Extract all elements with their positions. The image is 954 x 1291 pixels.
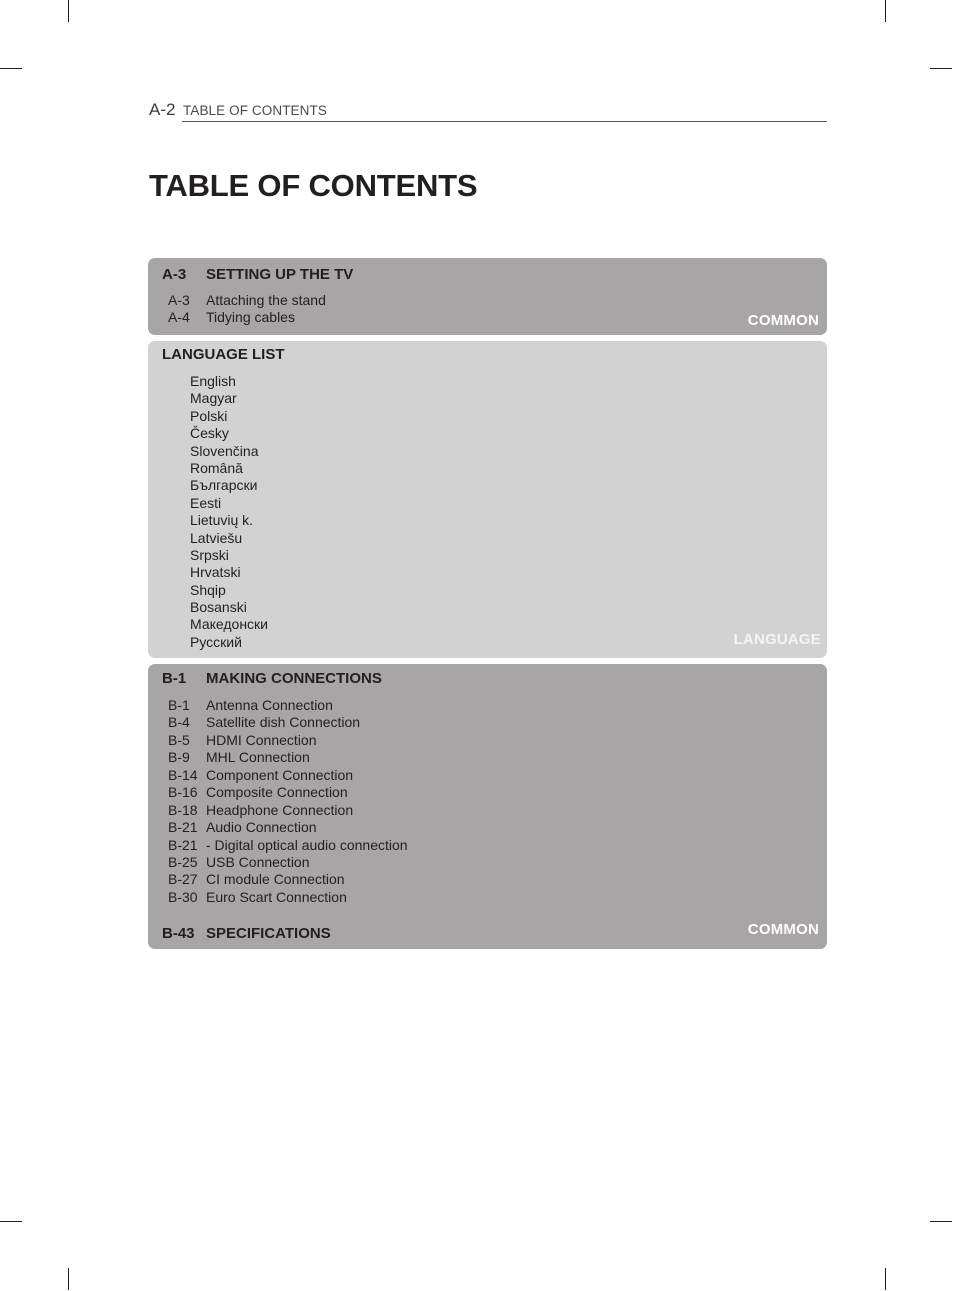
entry-label: - Digital optical audio connection xyxy=(206,836,408,853)
entry-label: Satellite dish Connection xyxy=(206,714,361,731)
crop-mark xyxy=(885,1268,886,1290)
crop-mark xyxy=(68,0,69,22)
toc-entry[interactable] xyxy=(168,749,408,766)
toc-entry[interactable] xyxy=(168,871,408,888)
section-heading[interactable] xyxy=(162,670,382,687)
section-page: B-1 xyxy=(162,670,187,687)
crop-mark xyxy=(930,1221,952,1222)
language-item[interactable]: Hrvatski xyxy=(190,564,241,581)
crop-mark xyxy=(0,1221,22,1222)
language-item[interactable]: Česky xyxy=(190,425,229,442)
entry-page: B-16 xyxy=(168,784,198,801)
entry-page: B-14 xyxy=(168,766,198,783)
section-page: B-43 xyxy=(162,925,195,942)
toc-entry[interactable] xyxy=(168,309,326,326)
section-heading[interactable]: LANGUAGE LIST xyxy=(162,346,285,363)
language-item[interactable]: Bosanski xyxy=(190,599,247,616)
entry-page: B-30 xyxy=(168,888,198,905)
toc-entry[interactable] xyxy=(168,854,408,871)
section-tag: LANGUAGE xyxy=(733,631,821,648)
section-setting-up xyxy=(148,258,827,335)
section-language-list xyxy=(148,341,827,658)
page-title: TABLE OF CONTENTS xyxy=(149,168,478,203)
entry-label: Headphone Connection xyxy=(206,801,354,818)
entry-label: Component Connection xyxy=(206,766,354,783)
entry-label: HDMI Connection xyxy=(206,731,317,748)
entry-page: A-3 xyxy=(168,292,190,308)
entry-page: B-18 xyxy=(168,801,198,818)
section-tag: COMMON xyxy=(747,312,819,329)
crop-mark xyxy=(885,0,886,22)
entry-label: CI module Connection xyxy=(206,871,345,888)
language-item[interactable]: Latviešu xyxy=(190,529,243,546)
language-item[interactable]: Română xyxy=(190,459,243,476)
toc-entry[interactable] xyxy=(168,784,408,801)
language-item[interactable]: Eesti xyxy=(190,494,222,511)
entry-label: Antenna Connection xyxy=(206,697,333,713)
toc-list xyxy=(168,292,326,327)
toc-entry[interactable] xyxy=(168,292,326,309)
page-number: A-2 xyxy=(149,100,176,119)
running-header xyxy=(149,100,827,122)
section-title: SETTING UP THE TV xyxy=(206,266,354,283)
toc-entry[interactable] xyxy=(168,732,408,749)
entry-label: Attaching the stand xyxy=(206,292,326,308)
entry-page: B-9 xyxy=(168,749,190,766)
section-heading-specifications[interactable] xyxy=(162,925,331,942)
entry-page: B-25 xyxy=(168,853,198,870)
toc-list xyxy=(168,697,408,906)
language-item[interactable]: Srpski xyxy=(190,546,229,563)
crop-mark xyxy=(0,68,22,69)
entry-page: A-4 xyxy=(168,309,190,326)
entry-label: USB Connection xyxy=(206,853,310,870)
language-item[interactable]: Shqip xyxy=(190,581,226,598)
section-page: A-3 xyxy=(162,266,187,283)
section-making-connections xyxy=(148,664,827,949)
header-rule xyxy=(182,121,827,122)
language-item[interactable]: Magyar xyxy=(190,390,237,407)
language-item[interactable]: Lietuvių k. xyxy=(190,512,254,529)
toc-entry[interactable] xyxy=(168,802,408,819)
entry-page: B-27 xyxy=(168,871,198,888)
section-tag: COMMON xyxy=(747,921,819,938)
entry-label: Tidying cables xyxy=(206,309,295,326)
entry-page: B-21 xyxy=(168,819,198,836)
toc-entry[interactable] xyxy=(168,819,408,836)
entry-page: B-5 xyxy=(168,731,190,748)
toc-entry[interactable] xyxy=(168,714,408,731)
toc-entry[interactable] xyxy=(168,837,408,854)
language-item[interactable]: Български xyxy=(190,477,258,494)
entry-label: Audio Connection xyxy=(206,819,317,836)
language-item[interactable]: Македонски xyxy=(190,616,268,633)
language-item[interactable]: Polski xyxy=(190,407,228,424)
entry-label: MHL Connection xyxy=(206,749,310,766)
toc-entry[interactable] xyxy=(168,889,408,906)
language-item[interactable]: Slovenčina xyxy=(190,442,259,459)
crop-mark xyxy=(930,68,952,69)
entry-page: B-1 xyxy=(168,697,190,713)
toc-entry[interactable] xyxy=(168,767,408,784)
section-heading[interactable] xyxy=(162,266,353,283)
language-list xyxy=(190,373,268,651)
running-header-title: TABLE OF CONTENTS xyxy=(183,103,327,118)
language-item[interactable]: Русский xyxy=(190,633,242,650)
crop-mark xyxy=(68,1268,69,1290)
section-title: SPECIFICATIONS xyxy=(206,925,331,942)
entry-label: Euro Scart Connection xyxy=(206,888,347,905)
language-item[interactable]: English xyxy=(190,373,236,389)
entry-label: Composite Connection xyxy=(206,784,348,801)
entry-page: B-21 xyxy=(168,836,198,853)
section-title: MAKING CONNECTIONS xyxy=(206,670,382,687)
entry-page: B-4 xyxy=(168,714,190,731)
toc-entry[interactable] xyxy=(168,697,408,714)
